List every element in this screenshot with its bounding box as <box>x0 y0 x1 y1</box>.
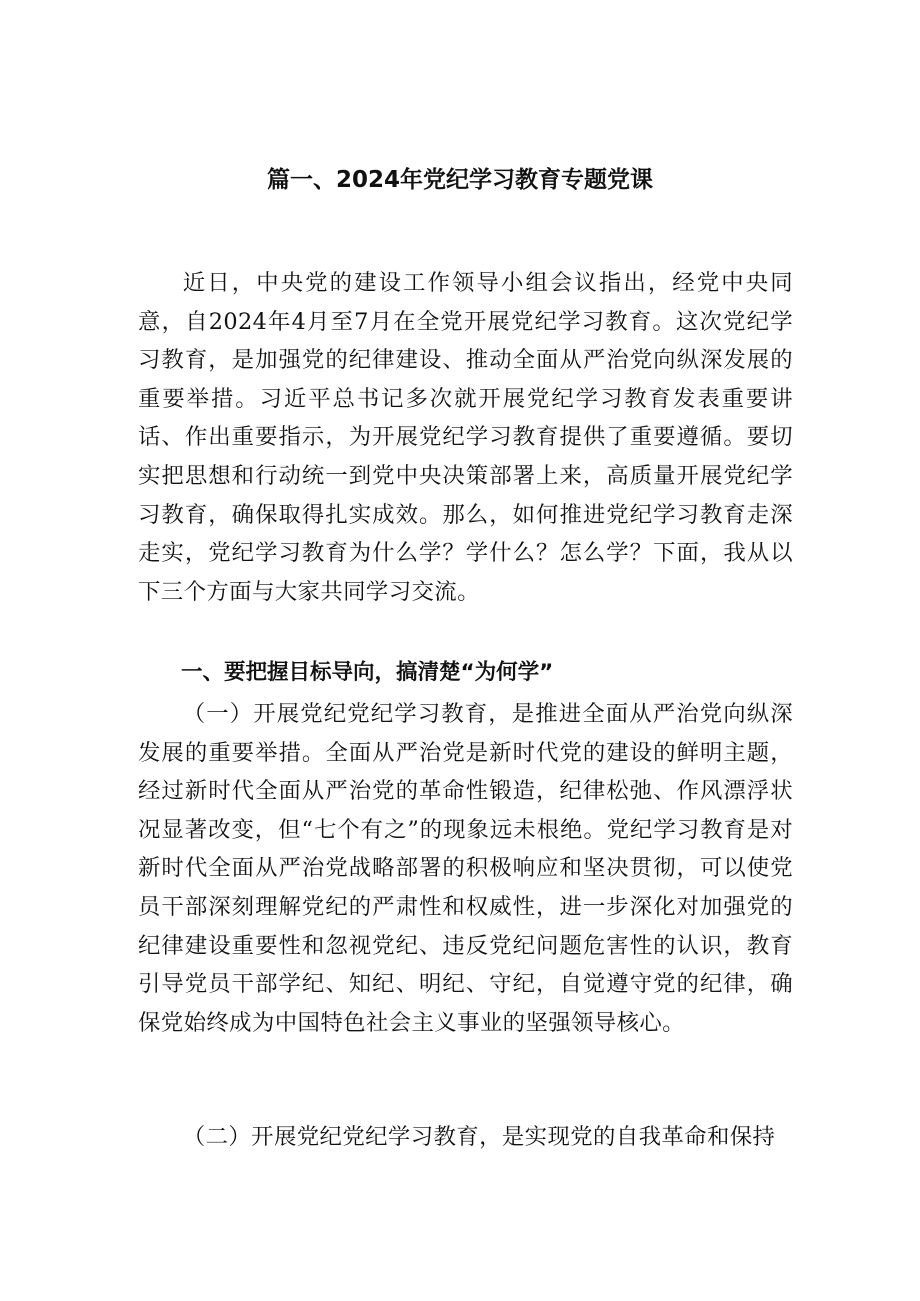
section-heading-1: 一、要把握目标导向，搞清楚“为何学” <box>181 660 554 685</box>
subsection-paragraph-2: （二）开展党纪党纪学习教育，是实现党的自我革命和保持 <box>182 1124 776 1150</box>
document-title: 篇一、2024年党纪学习教育专题党课 <box>266 167 653 193</box>
intro-paragraph: 近日，中央党的建设工作领导小组会议指出，经党中央同意，自2024年4月至7月在全党开展党纪学习教育。这次党纪学习教育，是加强党的纪律建设、推动全面从严治党向纵深发展的重要举措。习近平总书记多次就开展党纪学习教育发表重要讲话、作出重要指示，为开展党纪学习教育提供了重要遵循。要切实把思想和行动统一到党中央决策部署上来，高质量开展党纪学习教育，确保取得扎实成效。那么，如何推进党纪学习教育走深走实，党纪学习教育为什么学？学什么？怎么学？下面，我从以下三个方面与大家共同学习交流。 <box>138 270 793 605</box>
subsection-paragraph-1: （一）开展党纪党纪学习教育，是推进全面从严治党向纵深发展的重要举措。全面从严治党是新时代党的建设的鲜明主题，经过新时代全面从严治党的革命性锻造，纪律松弛、作风漂浮状况显著改变，但“七个有之”的现象远未根绝。党纪学习教育是对新时代全面从严治党战略部署的积极响应和坚决贯彻，可以使党员干部深刻理解党纪的严肃性和权威性，进一步深化对加强党的纪律建设重要性和忽视党纪、违反党纪问题危害性的认识，教育引导党员干部学纪、知纪、明纪、守纪，自觉遵守党的纪律，确保党始终成为中国特色社会主义事业的坚强领导核心。 <box>138 701 793 1036</box>
